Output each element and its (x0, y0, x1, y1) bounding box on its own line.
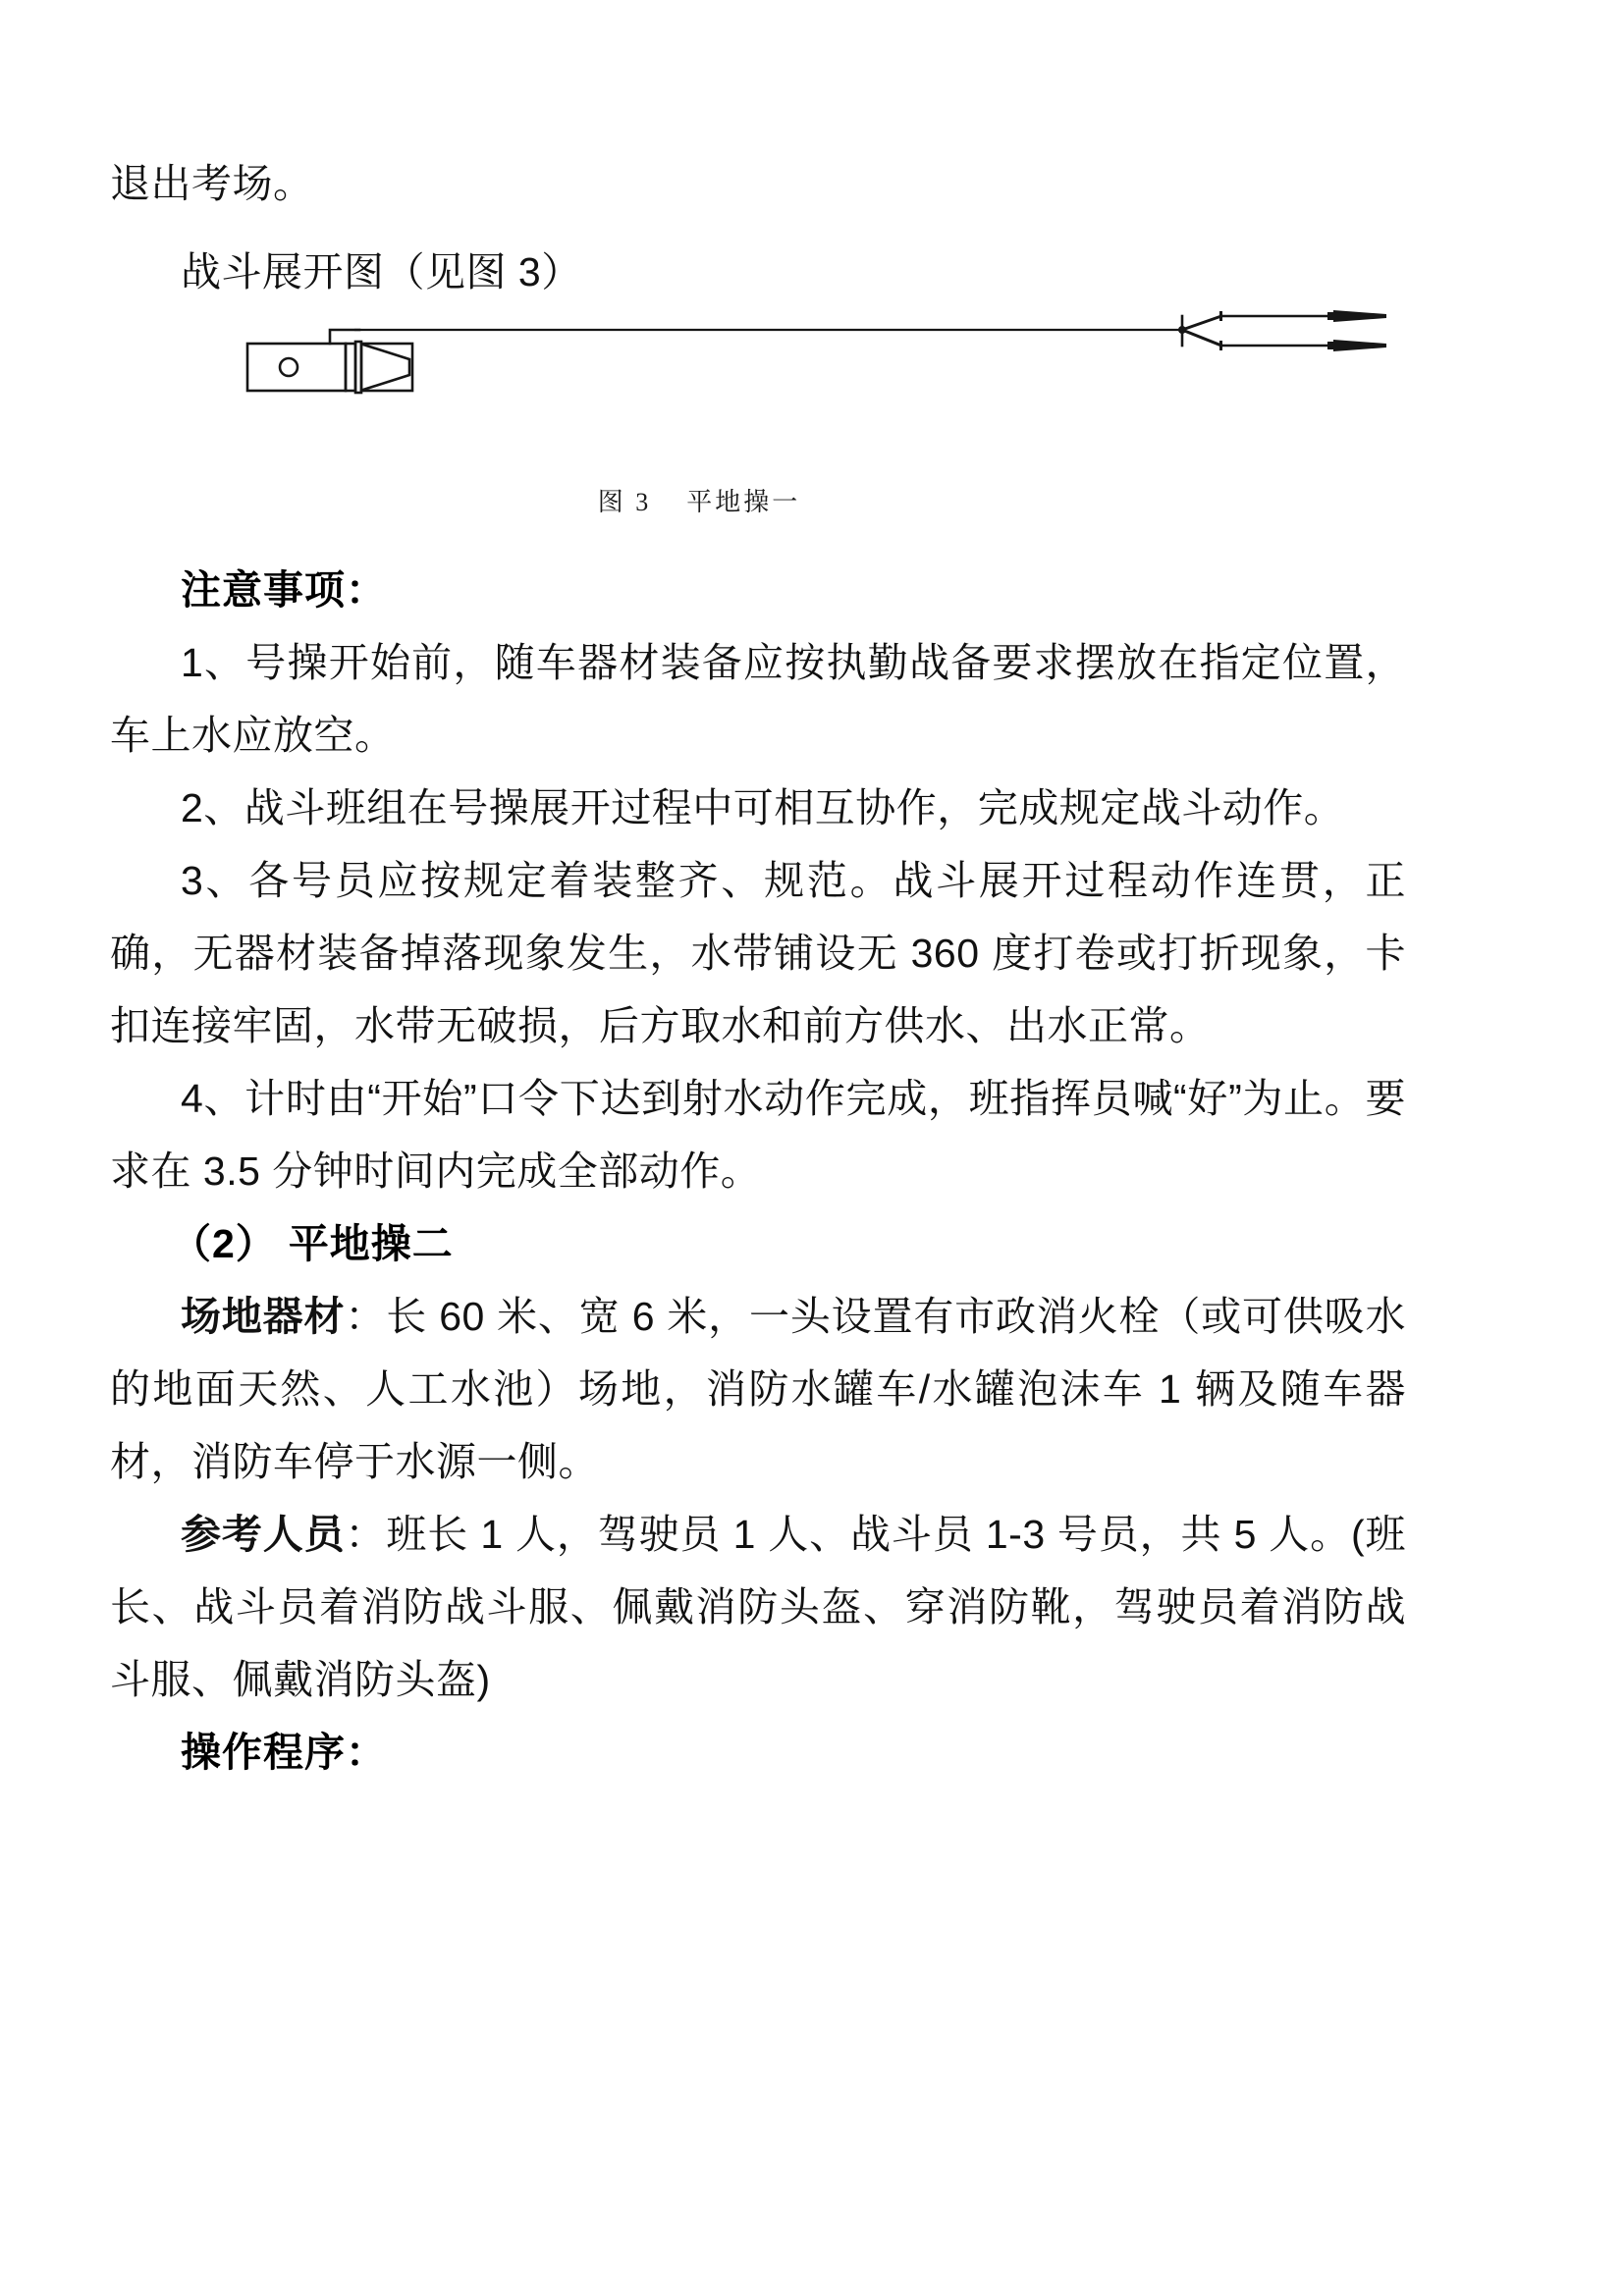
truck-tank-taper (363, 345, 409, 390)
hose-junction-dot (1178, 326, 1186, 334)
deployment-diagram-svg (110, 308, 1406, 480)
branch-line-lower (1182, 330, 1221, 346)
gap-before-notes (110, 514, 1406, 554)
note-item-3: 3、各号员应按规定着装整齐、规范。战斗展开过程动作连贯，正确，无器材装备掉落现象发生，水带铺设无 360 度打卷或打折现象，卡扣连接牢固，水带无破损，后方取水和前方供水、出水正常。 (110, 858, 1406, 1048)
branch-tick-upper (1219, 311, 1222, 321)
section-title: 平地操二 (288, 1221, 454, 1266)
section-item-participants (110, 1498, 1406, 1716)
venue-equipment-label: 场地器材 (181, 1294, 346, 1339)
section-heading-pingdicao-er (110, 1207, 1406, 1280)
paragraph-exit-exam-field: 退出考场。 (110, 161, 314, 206)
procedure-heading: 操作程序： (181, 1730, 387, 1775)
branch-tick-lower (1219, 341, 1222, 350)
section-item-venue-equipment (110, 1280, 1406, 1498)
participants-separator: ： (345, 1512, 387, 1557)
nozzle-arrow-upper-icon (1327, 310, 1386, 322)
note-item-2: 2、战斗班组在号操展开过程中可相互协作，完成规定战斗动作。 (181, 785, 1345, 830)
top-margin-spacer (110, 0, 1406, 61)
nozzle-arrow-lower-icon (1327, 340, 1386, 351)
participants-label: 参考人员 (181, 1512, 346, 1557)
notes-heading: 注意事项： (181, 567, 387, 613)
note-item-1: 1、号操开始前，随车器材装备应按执勤战备要求摆放在指定位置，车上水应放空。 (110, 640, 1406, 758)
section-number: （2） (171, 1221, 277, 1266)
truck-tank-rect (361, 344, 412, 391)
figure-caption-label: 图 3 (597, 488, 652, 516)
figure-deployment-diagram (110, 308, 1406, 514)
paragraph-deployment-diagram-ref: 战斗展开图（见图 3） (181, 249, 582, 294)
gap-after-exit (110, 220, 1406, 236)
note-item-4: 4、计时由“开始”口令下达到射水动作完成，班指挥员喊“好”为止。要求在 3.5 分钟时间内完成全部动作。 (110, 1076, 1406, 1194)
venue-equipment-text: 长 60 米、宽 6 米，一头设置有市政消火栓（或可供吸水的地面天然、人工水池）场地，消防水罐车/水罐泡沫车 1 辆及随车器材，消防车停于水源一侧。 (110, 1294, 1407, 1484)
truck-hatch-circle (280, 358, 298, 376)
figure-caption (110, 482, 1406, 518)
truck-connector-rect (346, 344, 355, 391)
top-margin-spacer-2 (110, 61, 1406, 147)
branch-line-upper (1182, 316, 1221, 330)
figure-caption-title: 平地操一 (686, 488, 801, 516)
venue-equipment-separator: ： (345, 1294, 387, 1339)
page-content (110, 0, 1406, 1789)
participants-text: 班长 1 人，驾驶员 1 人、战斗员 1-3 号员，共 5 人。(班长、战斗员着消防战斗服、佩戴消防头盔、穿消防靴，驾驶员着消防战斗服、佩戴消防头盔) (110, 1512, 1407, 1702)
